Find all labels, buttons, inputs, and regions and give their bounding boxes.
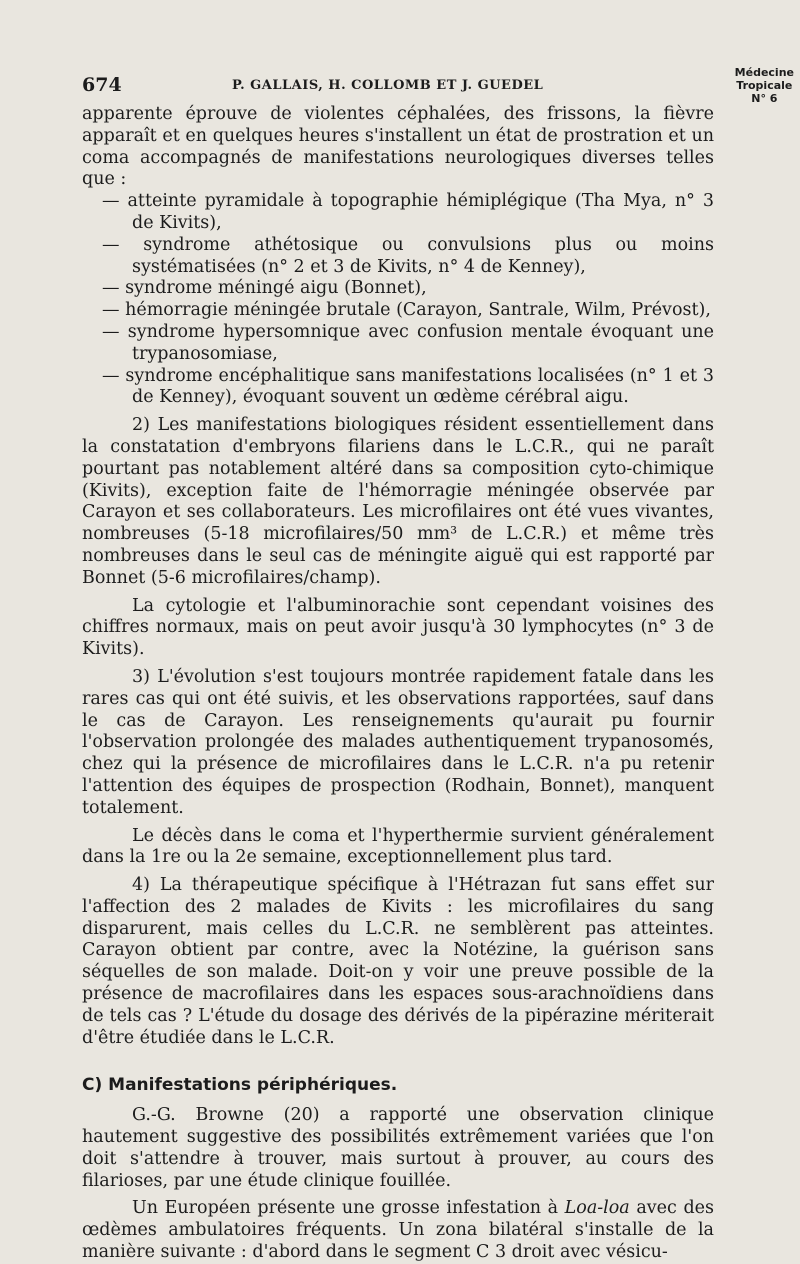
symptom-item: — atteinte pyramidale à topographie hémiplégique (Tha Mya, n° 3 de Kivits), bbox=[102, 191, 714, 233]
species-name: Loa-loa bbox=[564, 1198, 630, 1219]
paragraph-therapeutic: 4) La thérapeutique spécifique à l'Hétrazan fut sans effet sur l'affection des 2 malades de Kivits : les microfilaires du sang disparurent, mais celles du L.C.R. ne semblèrent pas atteintes. Carayon obtient par contre, avec la Notézine, la guérison sans séquelles de son malade. Doit-on y voir une preuve possible de la présence de macrofilaires dans les espaces sous-arachnoïdiens dans de tels cas ? L'étude du dosage des dérivés de la pipérazine mériterait d'être étudiée dans le L.C.R. bbox=[82, 875, 714, 1048]
paragraph-european bbox=[82, 1198, 714, 1263]
symptom-item: — hémorragie méningée brutale (Carayon, Santrale, Wilm, Prévost), bbox=[102, 300, 711, 321]
section-heading: C) Manifestations périphériques. bbox=[82, 1075, 398, 1096]
journal-line-3: N° 6 bbox=[751, 92, 778, 105]
paragraph-cytology: La cytologie et l'albuminorachie sont cependant voisines des chiffres normaux, mais on peut avoir jusqu'à 30 lymphocytes (n° 3 de Kivits). bbox=[82, 595, 714, 660]
para-text-start: Un Européen présente une grosse infestation à bbox=[132, 1198, 565, 1219]
page-header bbox=[82, 74, 722, 98]
symptom-item: — syndrome hypersomnique avec confusion mentale évoquant une trypanosomiase, bbox=[102, 321, 714, 364]
para-text-end: avec des œdèmes ambulatoires fréquents. Un zona bilatéral s'installe de la manière suivante : d'abord dans le segment C 3 droit avec vésicu- bbox=[82, 1198, 714, 1263]
symptom-item: — syndrome athétosique ou convulsions plus ou moins systématisées (n° 2 et 3 de Kivits, n° 4 de Kenney), bbox=[102, 234, 714, 277]
paragraph-biological: 2) Les manifestations biologiques résident essentiellement dans la constatation d'embryons filariens dans le L.C.R., qui ne paraît pourtant pas notablement altéré dans sa composition cyto-chimique (Kivits), exception faite de l'hémorragie méningée observée par Carayon et ses collaborateurs. Les microfilaires ont été vues vivantes, nombreuses (5-18 microfilaires/50 mm³ de L.C.R.) et même très nombreuses dans le seul cas de méningite aiguë qui est rapporté par Bonnet (5-6 microfilaires/champ). bbox=[82, 415, 714, 588]
page-number: 674 bbox=[82, 74, 122, 96]
journal-line-1: Médecine bbox=[734, 66, 794, 79]
paragraph-deces: Le décès dans le coma et l'hyperthermie survient généralement dans la 1re ou la 2e semaine, exceptionnellement plus tard. bbox=[82, 825, 714, 868]
journal-tag bbox=[735, 66, 794, 105]
intro-paragraph: apparente éprouve de violentes céphalées, des frissons, la fièvre apparaît et en quelques heures s'installent un état de prostration et un coma accompagnés de manifestations neurologiques diverses telles que : bbox=[82, 104, 714, 190]
paragraph-browne: G.-G. Browne (20) a rapporté une observation clinique hautement suggestive des possibilités extrêmement variées que l'on doit s'attendre à trouver, mais surtout à prouver, au cours des filarioses, par une étude clinique fouillée. bbox=[82, 1105, 714, 1191]
symptom-list bbox=[82, 191, 714, 409]
running-title: P. GALLAIS, H. COLLOMB ET J. GUEDEL bbox=[232, 78, 544, 93]
paragraph-evolution: 3) L'évolution s'est toujours montrée rapidement fatale dans les rares cas qui ont été suivis, et les observations rapportées, sauf dans le cas de Carayon. Les renseignements qu'aurait pu fournir l'observation prolongée des malades authentiquement trypanosomés, chez qui la présence de microfilaires dans le L.C.R. n'a pu retenir l'attention des équipes de prospection (Rodhain, Bonnet), manquent totalement. bbox=[82, 666, 714, 818]
article-body bbox=[82, 104, 714, 1264]
symptom-item: — syndrome méningé aigu (Bonnet), bbox=[102, 278, 427, 299]
journal-line-2: Tropicale bbox=[736, 79, 793, 92]
symptom-item: — syndrome encéphalitique sans manifestations localisées (n° 1 et 3 de Kenney), évoquant souvent un œdème cérébral aigu. bbox=[102, 365, 714, 408]
